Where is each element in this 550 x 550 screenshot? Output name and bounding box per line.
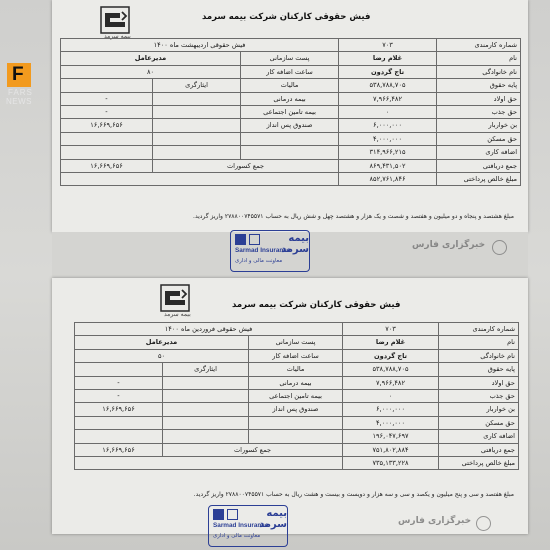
stamp-brand-fa: بیمه سرمد [258, 508, 287, 530]
deduction-label: صندوق پس انداز [241, 119, 339, 132]
earning-amount: ۰ [343, 390, 439, 403]
table-row [75, 390, 519, 403]
deduction-label: صندوق پس انداز [249, 403, 343, 416]
stamp-brand-fa: بیمه سرمد [280, 233, 309, 255]
table-row [61, 65, 521, 78]
stamp-brand-en: Sarmad Insurance [213, 522, 269, 529]
table-row [75, 457, 519, 470]
fars-news-logo [0, 55, 52, 105]
deduction-total: ۱۶,۶۶۹,۶۵۶ [61, 159, 153, 172]
table-row [61, 52, 521, 65]
table-row [61, 39, 521, 52]
table-row [75, 323, 519, 336]
earning-amount: ۷,۹۶۶,۴۸۲ [339, 92, 437, 105]
deduction-label: مالیات [241, 79, 339, 92]
company-stamp [230, 230, 310, 272]
fars-logo-text: FARS [8, 88, 33, 97]
gross-amount: ۸۶۹,۴۳۱,۵۰۲ [339, 159, 437, 172]
deduction-total: ۱۶,۶۶۹,۶۵۶ [75, 443, 163, 456]
deduction-label: بیمه تامین اجتماعی [241, 106, 339, 119]
salary-table [74, 322, 519, 470]
earning-label: پایه حقوق [439, 363, 519, 376]
period-label: فیش حقوقی اردیبهشت ماه ۱۴۰۰ [61, 39, 339, 52]
first-name: غلام رضا [339, 52, 437, 65]
net-amount: ۸۵۲,۷۶۱,۸۴۶ [339, 173, 437, 186]
deduction-label: مالیات [249, 363, 343, 376]
stamp-mark-icon [213, 509, 224, 520]
family-label: نام خانوادگی [439, 349, 519, 362]
deduction-amount: ۱۶,۶۶۹,۶۵۶ [75, 403, 163, 416]
earning-label: حق جذب [439, 390, 519, 403]
earning-amount: ۶,۰۰۰,۰۰۰ [339, 119, 437, 132]
overtime-hours: ۵۰ [75, 349, 249, 362]
earning-label: بن خواربار [439, 403, 519, 416]
deduction-value [153, 92, 241, 105]
table-row [75, 443, 519, 456]
earning-amount: ۷,۹۶۶,۴۸۲ [343, 376, 439, 389]
org-post-label: پست سازمانی [241, 52, 339, 65]
earning-amount: ۶,۰۰۰,۰۰۰ [343, 403, 439, 416]
stamp-brand-en: Sarmad Insurance [235, 247, 291, 254]
earning-label: حق اولاد [439, 376, 519, 389]
earning-amount: ۵۳۸,۷۸۸,۷۰۵ [339, 79, 437, 92]
employee-no: ۷۰۳ [343, 323, 439, 336]
table-row [61, 132, 521, 145]
payment-note: مبلغ هشتصد و پنجاه و دو میلیون و هفتصد و شصت و یک هزار و هشتصد چهل و شش ریال به حساب ۲۷۸۸۰۰۷۴۵۵۷۱ واریز گردید. [193, 213, 514, 220]
org-post: مدیرعامل [75, 336, 249, 349]
watermark-text: خبرگزاری فارس [398, 516, 472, 526]
deduction-total-label: جمع کسورات [163, 443, 343, 456]
table-row [61, 79, 521, 92]
payslip-ordibehesht [52, 0, 528, 232]
deduction-value: ایثارگری [163, 363, 249, 376]
watermark-text: خبرگزاری فارس [412, 240, 486, 250]
deduction-amount: ۱۶,۶۶۹,۶۵۶ [61, 119, 153, 132]
table-row [61, 159, 521, 172]
table-row [61, 119, 521, 132]
deduction-value: ایثارگری [153, 79, 241, 92]
earning-label: اضافه کاری [439, 430, 519, 443]
earning-label: حق اولاد [437, 92, 521, 105]
company-stamp [208, 505, 288, 547]
table-row [61, 173, 521, 186]
deduction-label: بیمه درمانی [241, 92, 339, 105]
table-row [75, 349, 519, 362]
net-label: مبلغ خالص پرداختی [439, 457, 519, 470]
fars-logo-letter: F [12, 64, 24, 85]
table-row [61, 146, 521, 159]
logo-caption: بیمه سرمد [104, 33, 131, 40]
table-row [75, 363, 519, 376]
stamp-caption: معاونت مالی و اداری [235, 258, 283, 264]
deduction-amount: - [61, 92, 153, 105]
earning-label: پایه حقوق [437, 79, 521, 92]
deduction-amount [75, 363, 163, 376]
overtime-hours-label: ساعت اضافه کار [249, 349, 343, 362]
employee-no: ۷۰۳ [339, 39, 437, 52]
gross-label: جمع دریافتی [439, 443, 519, 456]
earning-amount: ۵۳۸,۷۸۸,۷۰۵ [343, 363, 439, 376]
earning-amount: ۳۱۴,۹۶۶,۲۱۵ [339, 146, 437, 159]
slip-title: فیش حقوقی کارکنان شرکت بیمه سرمد [232, 300, 401, 310]
table-row [75, 376, 519, 389]
deduction-amount: - [61, 106, 153, 119]
fars-watermark-icon [492, 240, 507, 255]
overtime-hours: ۸۰ [61, 65, 241, 78]
slip-title: فیش حقوقی کارکنان شرکت بیمه سرمد [202, 12, 371, 22]
overtime-hours-label: ساعت اضافه کار [241, 65, 339, 78]
deduction-value [153, 106, 241, 119]
deduction-label: بیمه تامین اجتماعی [249, 390, 343, 403]
table-row [75, 336, 519, 349]
gross-amount: ۷۵۱,۸۰۲,۸۸۴ [343, 443, 439, 456]
employee-no-label: شماره کارمندی [437, 39, 521, 52]
first-name: غلام رضا [343, 336, 439, 349]
stamp-caption: معاونت مالی و اداری [213, 533, 261, 539]
name-label: نام [439, 336, 519, 349]
net-label: مبلغ خالص پرداختی [437, 173, 521, 186]
stamp-mark-icon [227, 509, 238, 520]
net-amount: ۷۳۵,۱۳۳,۲۲۸ [343, 457, 439, 470]
deduction-amount [61, 79, 153, 92]
earning-label: بن خواربار [437, 119, 521, 132]
earning-amount: ۴,۰۰۰,۰۰۰ [343, 416, 439, 429]
deduction-value [163, 403, 249, 416]
table-row [75, 403, 519, 416]
stamp-mark-icon [249, 234, 260, 245]
gross-label: جمع دریافتی [437, 159, 521, 172]
family-name: تاج گردون [339, 65, 437, 78]
table-row [75, 416, 519, 429]
salary-table [60, 38, 521, 186]
payslip-farvardin [52, 278, 528, 534]
fars-logo-icon [7, 63, 31, 87]
period-label: فیش حقوقی فروردین ماه ۱۴۰۰ [75, 323, 343, 336]
name-label: نام [437, 52, 521, 65]
earning-label: حق مسکن [439, 416, 519, 429]
deduction-value [163, 376, 249, 389]
fars-logo-text: NEWS [6, 97, 32, 106]
deduction-label: بیمه درمانی [249, 376, 343, 389]
earning-amount: ۴,۰۰۰,۰۰۰ [339, 132, 437, 145]
deduction-amount: - [75, 376, 163, 389]
earning-amount: ۱۹۶,۰۴۷,۶۹۷ [343, 430, 439, 443]
table-row [61, 92, 521, 105]
employee-no-label: شماره کارمندی [439, 323, 519, 336]
earning-amount: ۰ [339, 106, 437, 119]
deduction-value [153, 119, 241, 132]
stamp-mark-icon [235, 234, 246, 245]
earning-label: اضافه کاری [437, 146, 521, 159]
payment-note: مبلغ هفتصد و سی و پنج میلیون و یکصد و سی و سه هزار و دویست و بیست و هشت ریال به حساب ۲۷۸۸۰۰۷۴۵۵۷۱ واریز گردید. [193, 491, 514, 498]
family-label: نام خانوادگی [437, 65, 521, 78]
deduction-total-label: جمع کسورات [153, 159, 339, 172]
logo-caption: بیمه سرمد [164, 311, 191, 318]
org-post: مدیرعامل [61, 52, 241, 65]
fars-watermark-icon [476, 516, 491, 531]
deduction-amount: - [75, 390, 163, 403]
earning-label: حق مسکن [437, 132, 521, 145]
deduction-value [163, 390, 249, 403]
family-name: تاج گردون [343, 349, 439, 362]
org-post-label: پست سازمانی [249, 336, 343, 349]
table-row [75, 430, 519, 443]
earning-label: حق جذب [437, 106, 521, 119]
table-row [61, 106, 521, 119]
